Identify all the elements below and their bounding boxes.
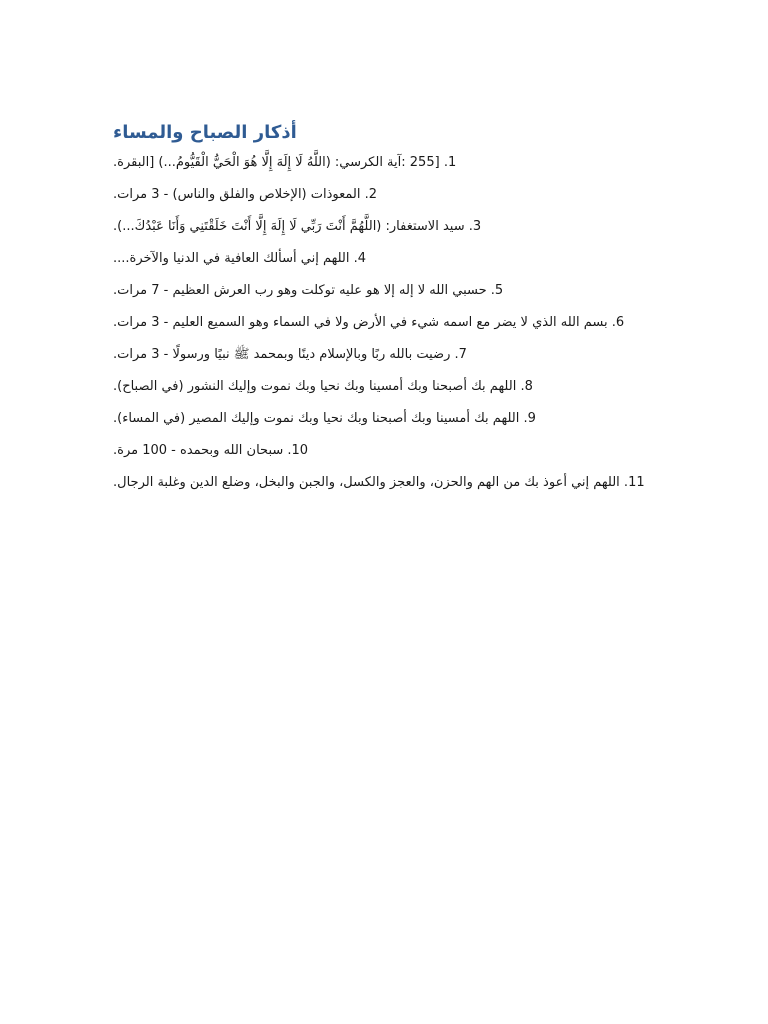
adhkar-list	[113, 152, 653, 493]
list-item: 11. اللهم إني أعوذ بك من الهم والحزن، والعجز والكسل، والجبن والبخل، وضلع الدين وغلبة الرجال.	[113, 475, 645, 490]
list-item: 7. رضيت بالله ربًا وبالإسلام دينًا وبمحمد ﷺ نبيًا ورسولًا - 3 مرات.	[113, 347, 467, 362]
list-item: 4. اللهم إني أسألك العافية في الدنيا والآخرة....	[113, 251, 367, 266]
list-item: 2. المعوذات (الإخلاص والفلق والناس) - 3 مرات.	[113, 187, 378, 202]
list-item: 8. اللهم بك أصبحنا وبك أمسينا وبك نحيا وبك نموت وإليك النشور (في الصباح).	[113, 379, 533, 394]
list-item: 1. [255 :آية الكرسي: (اللَّهُ لَا إِلَهَ إِلَّا هُوَ الْحَيُّ الْقَيُّومُ...) [البقرة.	[113, 155, 457, 170]
list-item: 9. اللهم بك أمسينا وبك أصبحنا وبك نحيا وبك نموت وإليك المصير (في المساء).	[113, 411, 536, 426]
list-item: 6. بسم الله الذي لا يضر مع اسمه شيء في الأرض ولا في السماء وهو السميع العليم - 3 مرات.	[113, 315, 625, 330]
document-page	[113, 120, 653, 504]
list-item: 10. سبحان الله وبحمده - 100 مرة.	[113, 443, 309, 458]
document-title: أذكار الصباح والمساء	[113, 122, 297, 143]
list-item: 3. سيد الاستغفار: (اللَّهُمَّ أَنْتَ رَبِّي لَا إِلَهَ إِلَّا أَنْتَ خَلَقْتَنِي وَأَنَا عَبْدُكَ...).	[113, 219, 482, 234]
list-item: 5. حسبي الله لا إله إلا هو عليه توكلت وهو رب العرش العظيم - 7 مرات.	[113, 283, 504, 298]
